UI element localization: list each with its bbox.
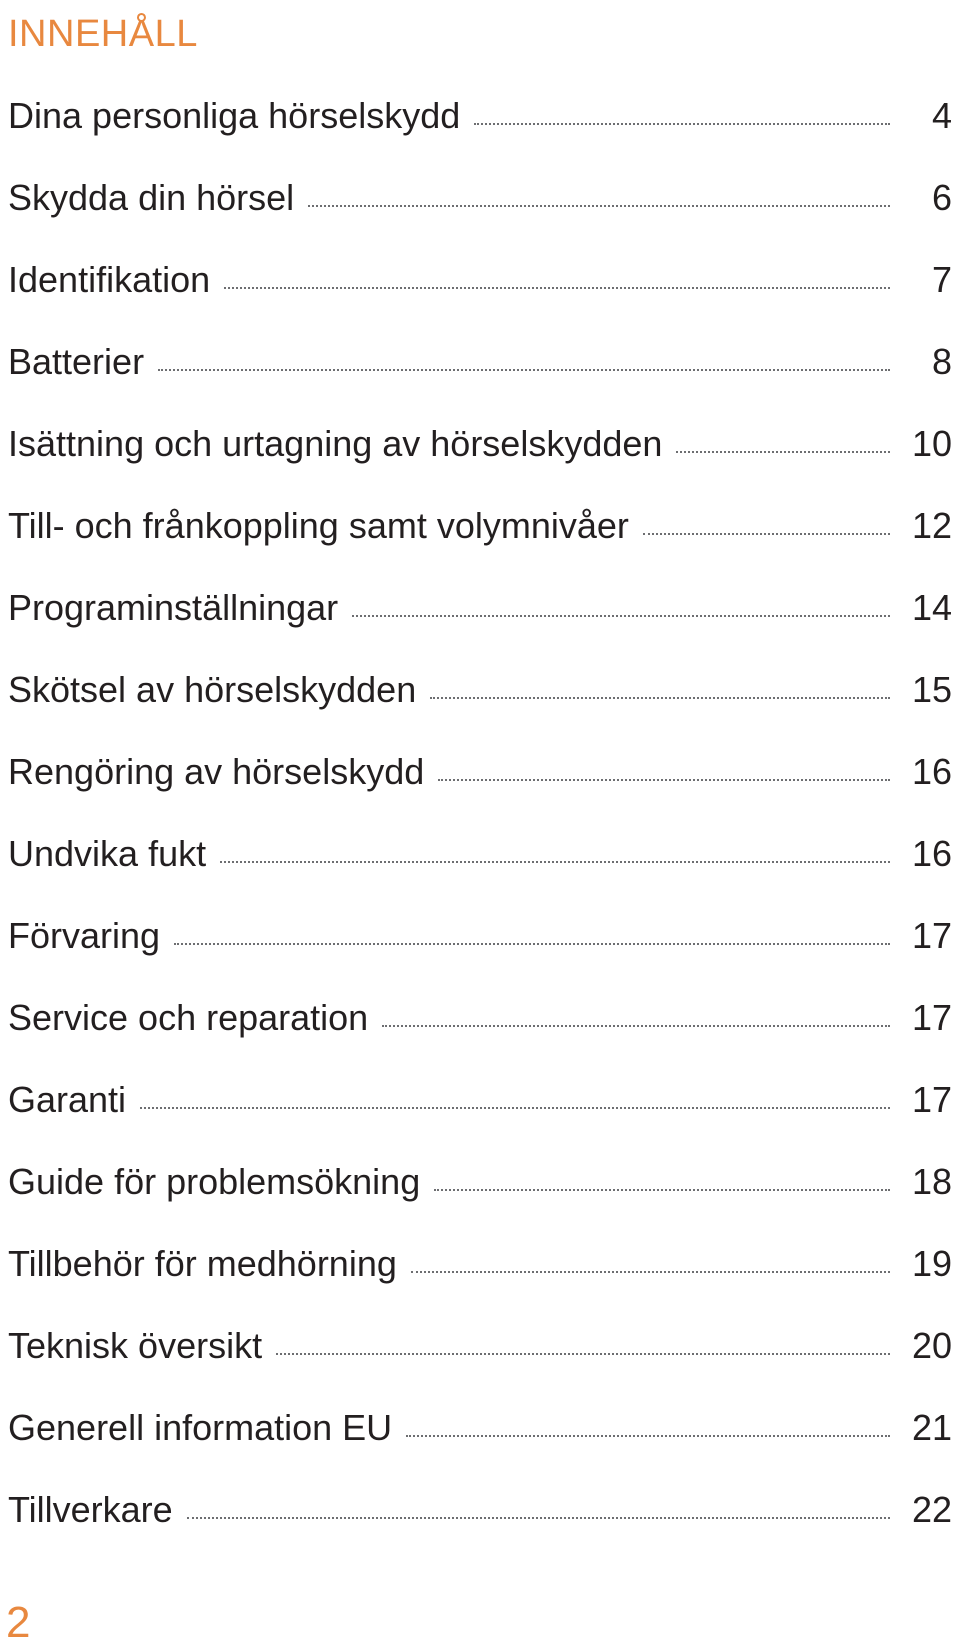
toc-dot-leader xyxy=(474,123,890,125)
toc-entry-label: Undvika fukt xyxy=(8,833,207,874)
toc-entry-page: 16 xyxy=(911,751,952,792)
toc-entry-page: 8 xyxy=(931,341,952,382)
toc-entry[interactable] xyxy=(8,906,952,988)
toc-entry[interactable] xyxy=(8,988,952,1070)
toc-entry-label: Skydda din hörsel xyxy=(8,177,295,218)
toc-entry[interactable] xyxy=(8,1316,952,1398)
toc-entry[interactable] xyxy=(8,168,952,250)
toc-entry[interactable] xyxy=(8,414,952,496)
toc-entry[interactable] xyxy=(8,86,952,168)
toc-dot-leader xyxy=(352,615,890,617)
toc-entry[interactable] xyxy=(8,332,952,414)
page-number: 2 xyxy=(6,1598,31,1647)
toc-entry-label: Till- och frånkoppling samt volymnivåer xyxy=(8,505,629,546)
toc-dot-leader xyxy=(224,287,890,289)
toc-entry-label: Programinställningar xyxy=(8,587,339,628)
toc-dot-leader xyxy=(158,369,890,371)
toc-dot-leader xyxy=(308,205,890,207)
toc-entry-label: Service och reparation xyxy=(8,997,369,1038)
toc-entry-label: Identifikation xyxy=(8,259,211,300)
toc-entry-label: Batterier xyxy=(8,341,145,382)
toc-entry[interactable] xyxy=(8,1070,952,1152)
page-title: INNEHÅLL xyxy=(8,13,198,55)
toc-entry-page: 21 xyxy=(911,1407,952,1448)
toc-entry-page: 17 xyxy=(911,915,952,956)
toc-entry-page: 4 xyxy=(931,95,952,136)
toc-entry-page: 12 xyxy=(911,505,952,546)
toc-entry-page: 6 xyxy=(931,177,952,218)
toc-dot-leader xyxy=(434,1189,890,1191)
toc-entry-page: 18 xyxy=(911,1161,952,1202)
toc-entry[interactable] xyxy=(8,1398,952,1480)
toc-dot-leader xyxy=(406,1435,890,1437)
toc-entry[interactable] xyxy=(8,1152,952,1234)
toc-entry-label: Tillverkare xyxy=(8,1489,173,1530)
toc-dot-leader xyxy=(140,1107,890,1109)
toc-entry-label: Guide för problemsökning xyxy=(8,1161,421,1202)
toc-entry[interactable] xyxy=(8,742,952,824)
toc-dot-leader xyxy=(382,1025,890,1027)
toc-entry-page: 20 xyxy=(911,1325,952,1366)
toc-entry-label: Skötsel av hörselskydden xyxy=(8,669,417,710)
toc-entry-page: 17 xyxy=(911,997,952,1038)
toc-entry-page: 22 xyxy=(911,1489,952,1530)
toc-entry-page: 10 xyxy=(911,423,952,464)
toc-entry-label: Dina personliga hörselskydd xyxy=(8,95,461,136)
toc-entry-label: Förvaring xyxy=(8,915,161,956)
toc-entry[interactable] xyxy=(8,660,952,742)
toc-entry[interactable] xyxy=(8,250,952,332)
toc-dot-leader xyxy=(187,1517,890,1519)
toc-entry[interactable] xyxy=(8,824,952,906)
toc-dot-leader xyxy=(174,943,890,945)
toc-dot-leader xyxy=(220,861,890,863)
toc-dot-leader xyxy=(276,1353,890,1355)
toc-entry-label: Garanti xyxy=(8,1079,127,1120)
toc-entry-label: Teknisk översikt xyxy=(8,1325,263,1366)
toc-entry[interactable] xyxy=(8,496,952,578)
toc-dot-leader xyxy=(430,697,890,699)
toc-dot-leader xyxy=(438,779,890,781)
toc-entry[interactable] xyxy=(8,578,952,660)
toc-entry[interactable] xyxy=(8,1234,952,1316)
toc-dot-leader xyxy=(676,451,890,453)
toc-entry-page: 16 xyxy=(911,833,952,874)
toc-entry[interactable] xyxy=(8,1480,952,1562)
toc-entry-page: 14 xyxy=(911,587,952,628)
toc-entry-label: Tillbehör för medhörning xyxy=(8,1243,397,1284)
toc-entry-label: Isättning och urtagning av hörselskydden xyxy=(8,423,663,464)
toc-dot-leader xyxy=(411,1271,890,1273)
toc-entry-label: Generell information EU xyxy=(8,1407,393,1448)
toc-entry-page: 19 xyxy=(911,1243,952,1284)
table-of-contents xyxy=(8,86,952,1562)
toc-entry-page: 15 xyxy=(911,669,952,710)
toc-entry-page: 17 xyxy=(911,1079,952,1120)
toc-dot-leader xyxy=(643,533,890,535)
toc-entry-page: 7 xyxy=(931,259,952,300)
toc-entry-label: Rengöring av hörselskydd xyxy=(8,751,425,792)
